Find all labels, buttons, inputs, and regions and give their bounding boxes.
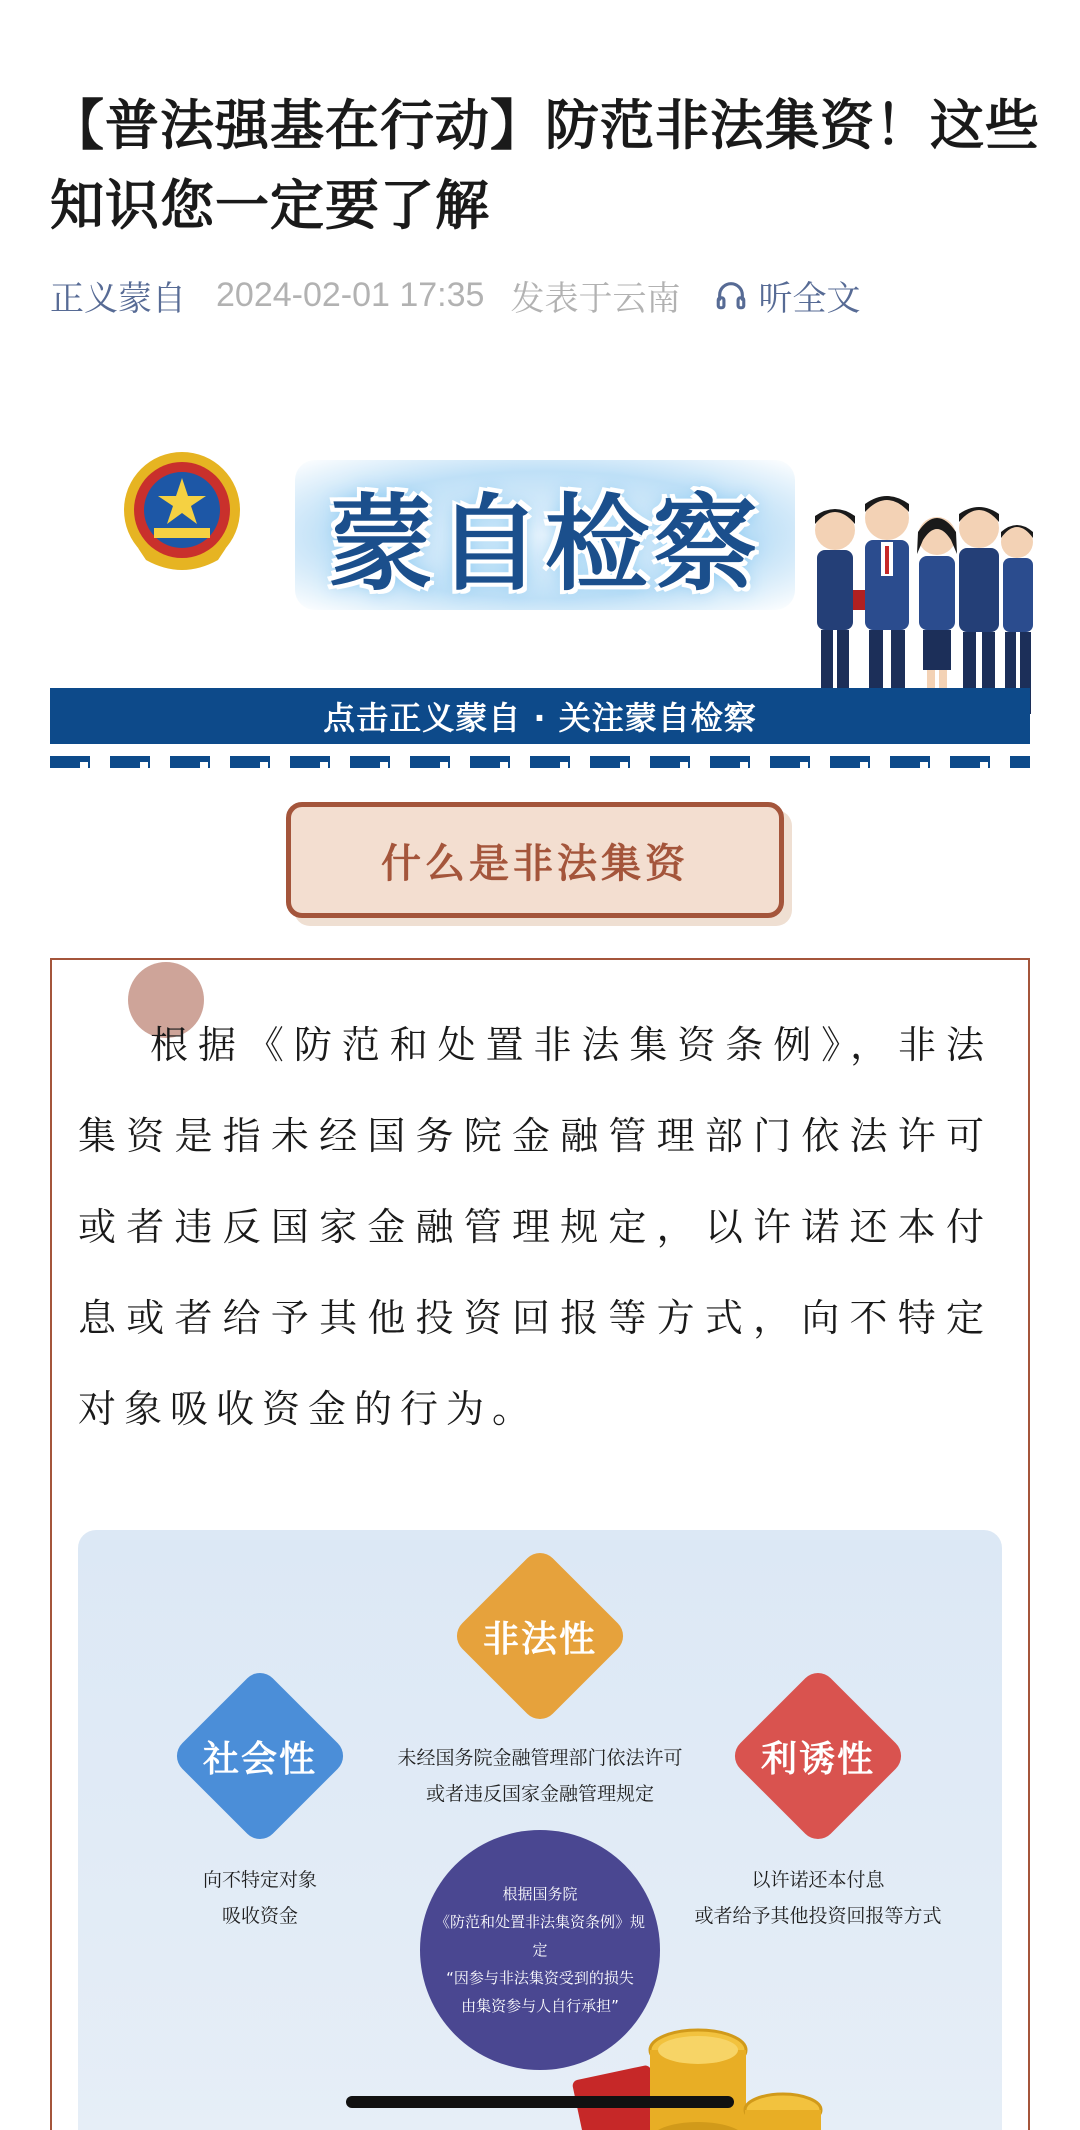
definition-paragraph: 根据《防范和处置非法集资条例》，非法集资是指未经国务院金融管理部门依法许可或者违反国家金融管理规定，以许诺还本付息或者给予其他投资回报等方式，向不特定对象吸收资金的行为。 xyxy=(78,1023,992,1431)
social-caption xyxy=(140,1862,380,1934)
officers-illustration-icon xyxy=(795,480,1035,720)
features-infographic xyxy=(78,1530,1002,2130)
listen-label: 听全文 xyxy=(758,278,861,319)
procuratorate-emblem-icon xyxy=(118,448,246,578)
brand-text: 蒙自检察 xyxy=(328,483,761,605)
regulation-line-1: 根据国务院 xyxy=(502,1885,578,1903)
social-caption-line-2: 吸收资金 xyxy=(221,1905,298,1927)
headphones-icon xyxy=(714,278,748,312)
regulation-line-3: “因参与非法集资受到的损失 xyxy=(446,1969,634,1987)
illegal-caption-line-2: 或者违反国家金融管理规定 xyxy=(425,1783,654,1805)
header-banner xyxy=(50,440,1030,780)
coins-illustration-icon xyxy=(568,2010,828,2130)
regulation-line-2: 《防范和处置非法集资条例》规定 xyxy=(434,1913,645,1959)
publish-date: 2024-02-01 17:35 xyxy=(216,275,485,314)
home-indicator[interactable] xyxy=(346,2096,734,2108)
illegal-diamond xyxy=(450,1546,630,1726)
listen-button[interactable] xyxy=(714,271,860,320)
lure-diamond xyxy=(728,1666,908,1846)
follow-bar[interactable]: 点击正义蒙自 · 关注蒙自检察 xyxy=(50,688,1030,744)
illegal-label: 非法性 xyxy=(482,1618,597,1660)
section-heading: 什么是非法集资 xyxy=(286,802,784,918)
regulation-line-4: 由集资参与人自行承担” xyxy=(461,1997,619,2015)
social-caption-line-1: 向不特定对象 xyxy=(202,1869,317,1891)
lure-caption-line-1: 以许诺还本付息 xyxy=(751,1869,885,1891)
social-label: 社会性 xyxy=(202,1738,317,1780)
article-meta xyxy=(50,270,1040,320)
illegal-caption-line-1: 未经国务院金融管理部门依法许可 xyxy=(397,1747,683,1769)
brand-logo xyxy=(295,460,795,610)
lure-caption-line-2: 或者给予其他投资回报等方式 xyxy=(694,1905,942,1927)
publish-location: 发表于云南 xyxy=(510,278,681,319)
social-diamond xyxy=(170,1666,350,1846)
author-link[interactable]: 正义蒙自 xyxy=(50,278,186,319)
banner-divider-accent xyxy=(80,762,1030,770)
lure-caption xyxy=(658,1862,978,1934)
illegal-caption xyxy=(340,1740,740,1812)
lure-label: 利诱性 xyxy=(760,1738,875,1780)
article-title: 【普法强基在行动】防范非法集资！这些知识您一定要了解 xyxy=(50,94,1040,237)
